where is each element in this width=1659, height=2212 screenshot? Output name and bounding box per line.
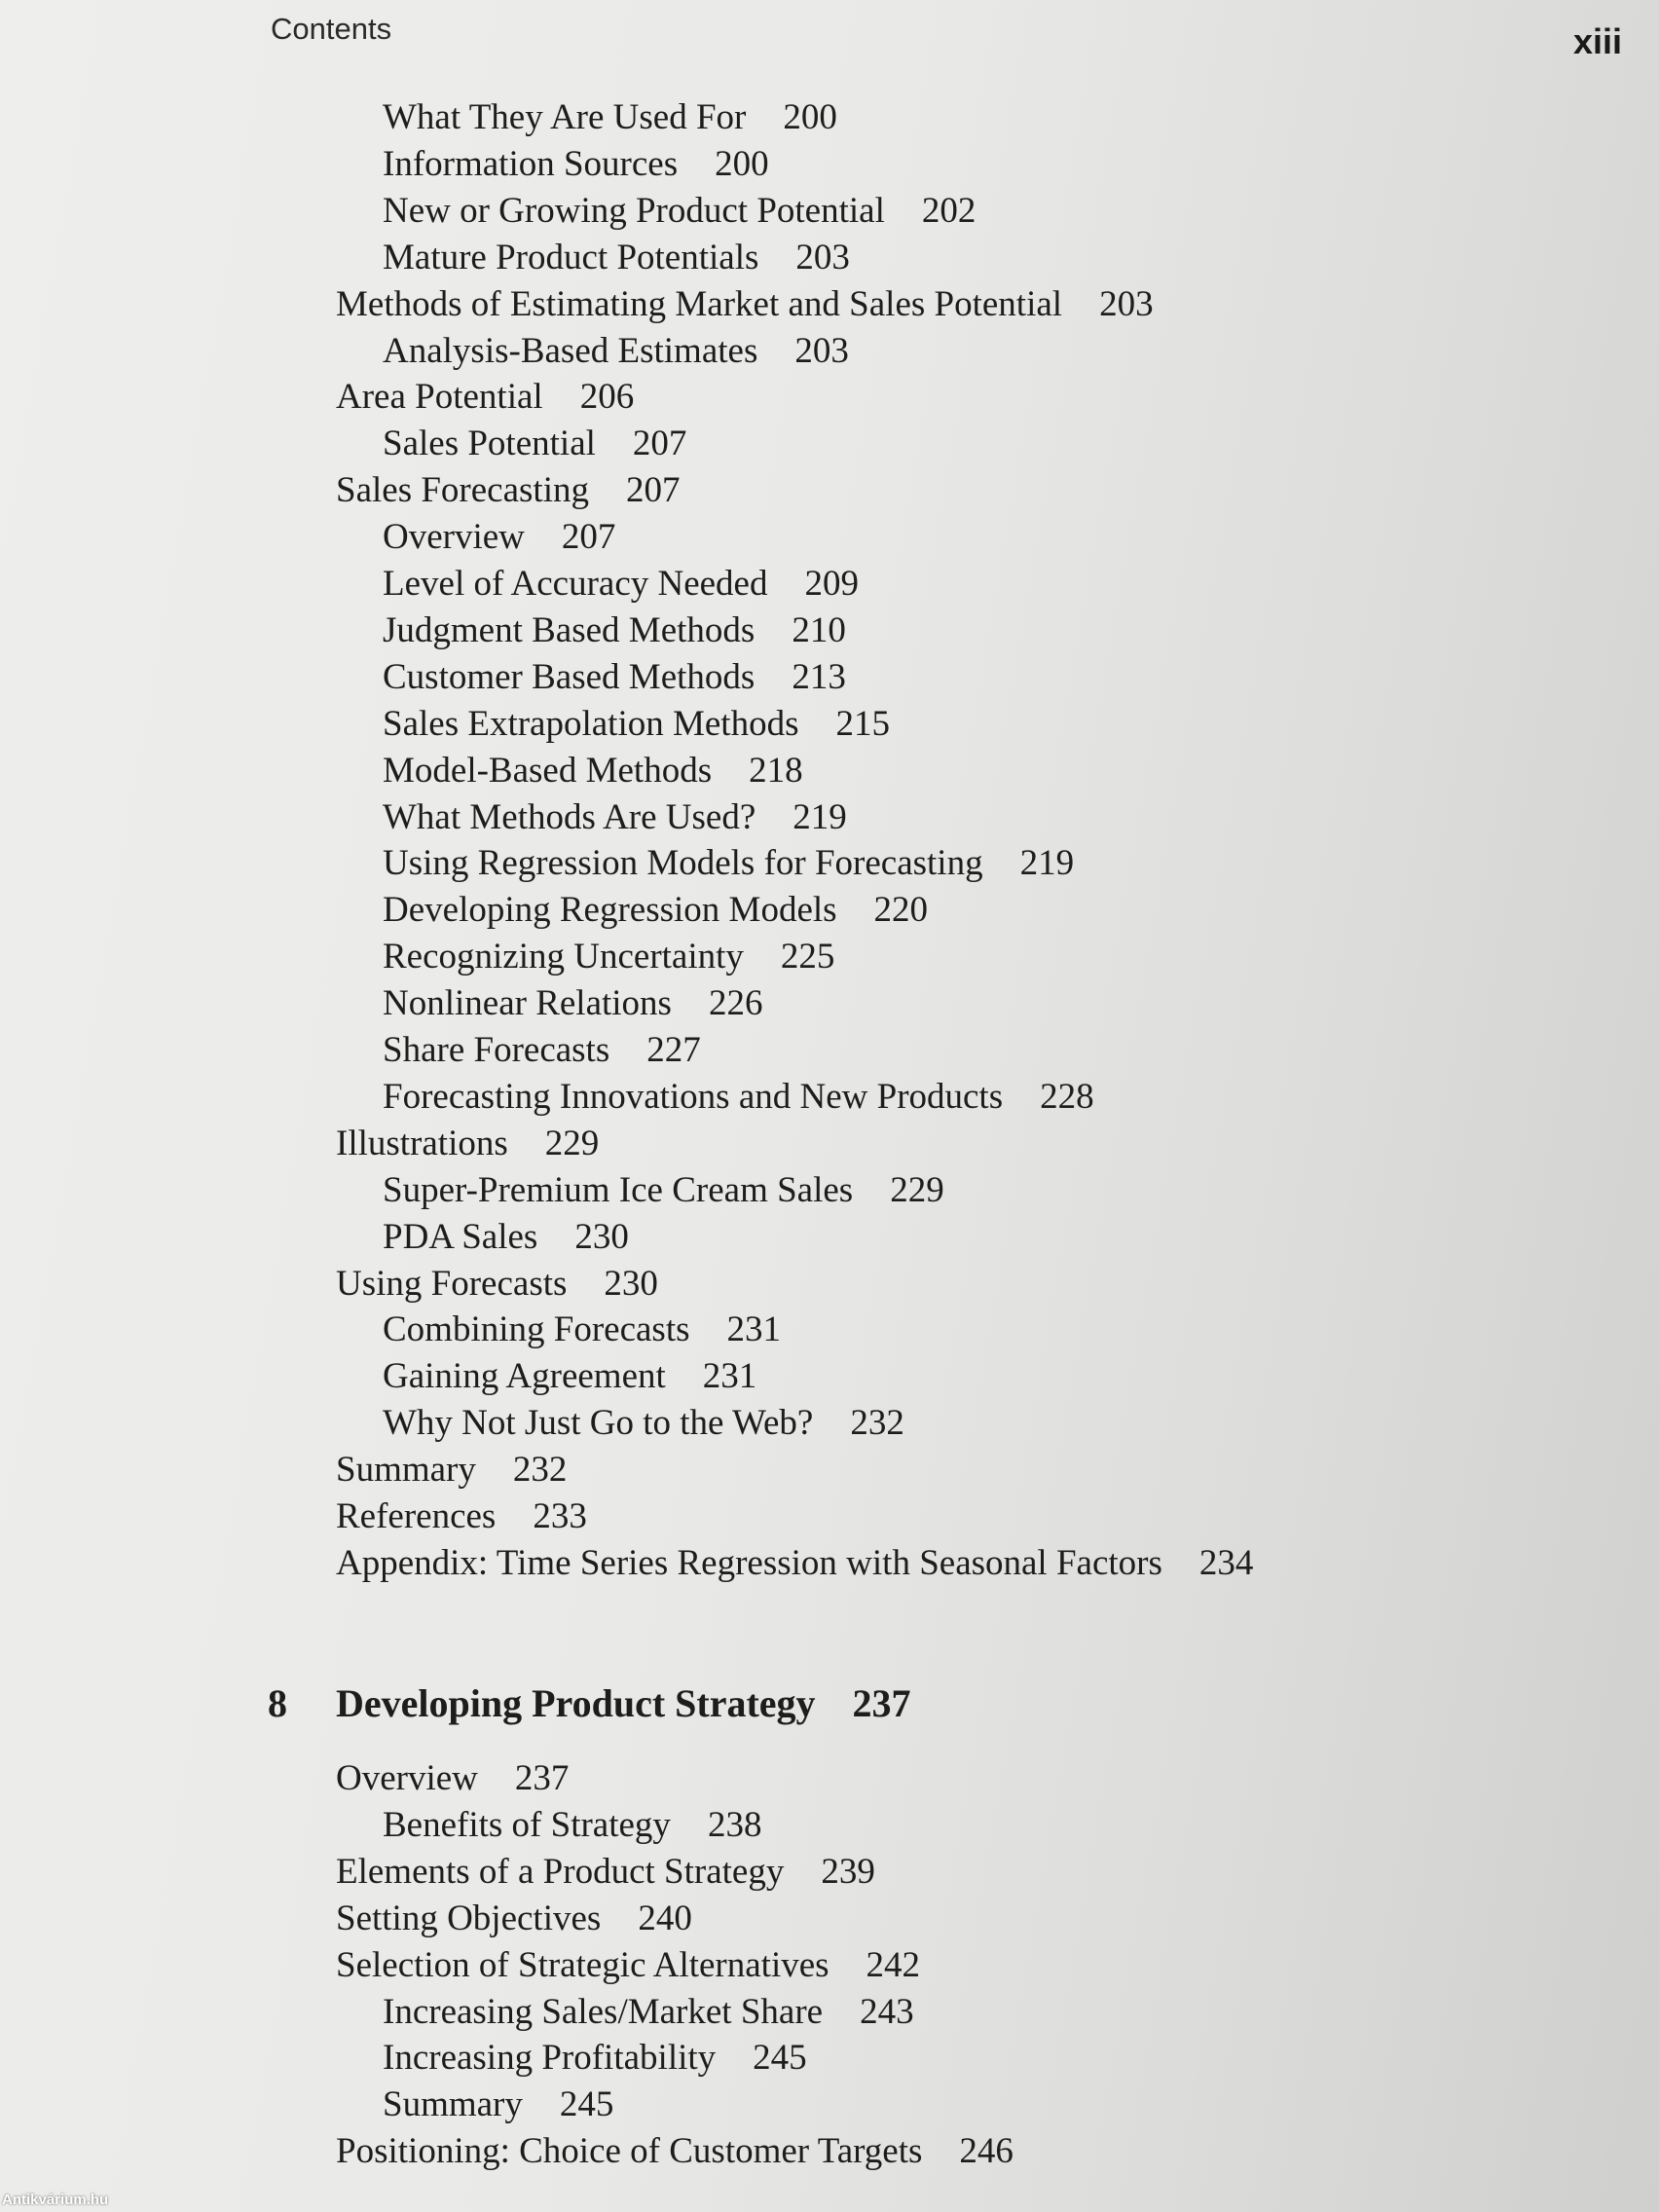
toc-entry-page: 232 (850, 1403, 904, 1444)
toc-entry-page: 245 (559, 2084, 614, 2125)
toc-entry (383, 1169, 944, 1210)
toc-entry-title: Why Not Just Go to the Web? (383, 1403, 814, 1444)
toc-entry (383, 609, 846, 650)
toc-entry-title: Methods of Estimating Market and Sales Potential (336, 283, 1063, 324)
toc-entry (383, 2084, 614, 2125)
toc-entry (336, 470, 681, 511)
toc-entry-page: 227 (646, 1030, 701, 1070)
chapter-page: 237 (852, 1681, 911, 1725)
toc-entry (336, 2131, 1014, 2172)
toc-entry-title: Increasing Profitability (383, 2038, 717, 2079)
toc-entry-page: 209 (804, 564, 859, 604)
toc-entry-page: 213 (792, 656, 846, 697)
toc-entry-title: Sales Potential (383, 424, 596, 464)
toc-entry-title: Sales Extrapolation Methods (383, 703, 799, 744)
toc-entry (383, 517, 616, 558)
toc-entry-title: Summary (383, 2084, 523, 2125)
toc-entry-title: Level of Accuracy Needed (383, 564, 768, 604)
toc-entry (383, 1032, 701, 1068)
toc-entry-page: 200 (783, 97, 837, 137)
toc-entry-title: Information Sources (383, 143, 679, 184)
toc-entry-page: 200 (715, 143, 769, 184)
toc-entry-title: Developing Regression Models (383, 890, 837, 931)
toc-entry (383, 703, 890, 744)
toc-entry (383, 983, 763, 1024)
toc-entry-page: 203 (1099, 283, 1154, 324)
toc-entry-title: Recognizing Uncertainty (383, 937, 744, 977)
toc-entry-title: Customer Based Methods (383, 656, 756, 697)
toc-entry-title: Appendix: Time Series Regression with Seasonal Factors (336, 1542, 1162, 1583)
toc-entry (383, 566, 859, 602)
toc-entry (383, 750, 803, 791)
toc-entry-page: 207 (561, 517, 616, 558)
toc-entry-title: Area Potential (336, 377, 543, 418)
toc-entry-title: New or Growing Product Potential (383, 190, 885, 231)
toc-entry (383, 99, 837, 135)
toc-entry-page: 231 (726, 1309, 782, 1350)
toc-entry-page: 240 (638, 1898, 692, 1938)
toc-entry (336, 1498, 587, 1534)
toc-entry-title: Illustrations (336, 1123, 508, 1163)
toc-entry-page: 231 (702, 1356, 757, 1397)
toc-entry-page: 242 (866, 1944, 921, 1985)
toc-entry-page: 226 (708, 983, 763, 1024)
toc-entry-page: 230 (574, 1216, 629, 1257)
toc-entry-page: 234 (1198, 1542, 1254, 1583)
toc-entry-title: Nonlinear Relations (383, 983, 672, 1024)
toc-entry-page: 246 (959, 2131, 1014, 2172)
toc-entry-page: 229 (544, 1123, 600, 1163)
toc-entry-title: Sales Forecasting (336, 470, 589, 511)
toc-entry-page: 219 (793, 796, 847, 837)
toc-entry (383, 1309, 782, 1350)
toc-entry-title: Analysis-Based Estimates (383, 330, 758, 371)
chapter-number: 8 (268, 1681, 287, 1725)
toc-entry-title: What Methods Are Used? (383, 796, 756, 837)
toc-entry (336, 1542, 1254, 1583)
page-number: xiii (1572, 21, 1622, 61)
toc-entry (336, 1125, 599, 1161)
toc-entry-title: Overview (383, 517, 525, 558)
toc-entry (383, 1804, 762, 1845)
toc-entry-title: Gaining Agreement (383, 1356, 666, 1397)
toc-entry (383, 1991, 914, 2032)
toc-entry-title: PDA Sales (383, 1216, 538, 1257)
toc-entry-page: 229 (890, 1169, 944, 1210)
chapter-heading (268, 1681, 911, 1725)
toc-entry-page: 238 (707, 1804, 762, 1845)
toc-entry-title: What They Are Used For (383, 97, 747, 137)
toc-entry-page: 239 (821, 1851, 875, 1892)
toc-entry (336, 1944, 921, 1985)
toc-entry (383, 1216, 629, 1257)
toc-entry (383, 2038, 807, 2079)
toc-entry (336, 1851, 875, 1892)
toc-entry (336, 1760, 569, 1796)
toc-entry (383, 890, 929, 931)
toc-entry-title: Setting Objectives (336, 1898, 602, 1938)
toc-entry-page: 225 (780, 937, 835, 977)
toc-entry-title: Mature Product Potentials (383, 237, 759, 277)
toc-entry-page: 206 (579, 377, 635, 418)
toc-entry-title: Selection of Strategic Alternatives (336, 1944, 830, 1985)
toc-entry-page: 219 (1019, 843, 1075, 884)
toc-entry-page: 218 (749, 750, 803, 791)
toc-entry (383, 1076, 1094, 1117)
toc-entry-page: 233 (533, 1496, 587, 1536)
toc-entry (383, 190, 977, 231)
toc-entry-title: Benefits of Strategy (383, 1804, 671, 1845)
toc-entry-title: Using Forecasts (336, 1263, 568, 1304)
toc-entry (383, 939, 834, 975)
toc-entry (383, 796, 847, 837)
toc-entry-title: Share Forecasts (383, 1030, 610, 1070)
running-title: Contents (271, 12, 392, 46)
toc-entry (383, 143, 769, 184)
toc-entry-page: 237 (514, 1758, 570, 1798)
toc-entry-title: Summary (336, 1450, 476, 1491)
toc-entry (336, 1263, 658, 1304)
toc-entry (383, 237, 850, 277)
toc-entry-title: Model-Based Methods (383, 750, 713, 791)
toc-entry-page: 202 (921, 190, 977, 231)
chapter-title: Developing Product Strategy (336, 1681, 816, 1725)
toc-entry-page: 245 (753, 2038, 807, 2079)
toc-entry-page: 210 (792, 609, 846, 650)
toc-entry-page: 243 (860, 1991, 914, 2032)
toc-entry-page: 230 (604, 1263, 658, 1304)
toc-entry (383, 656, 846, 697)
toc-entry (336, 1450, 568, 1491)
toc-entry (383, 330, 849, 371)
toc-entry (336, 1900, 692, 1936)
toc-entry-title: Using Regression Models for Forecasting (383, 843, 983, 884)
toc-entry (336, 283, 1154, 324)
toc-entry-page: 215 (835, 703, 890, 744)
toc-entry-title: Judgment Based Methods (383, 609, 756, 650)
toc-entry-page: 203 (794, 330, 849, 371)
toc-entry-page: 207 (632, 424, 687, 464)
toc-entry (383, 424, 687, 464)
toc-entry (383, 843, 1075, 884)
toc-entry-page: 207 (625, 470, 681, 511)
watermark-logo: Antikvárium.hu (2, 2192, 109, 2208)
toc-entry-page: 220 (873, 890, 929, 931)
toc-entry (383, 1403, 904, 1444)
toc-entry-title: Combining Forecasts (383, 1309, 690, 1350)
toc-entry-title: Elements of a Product Strategy (336, 1851, 785, 1892)
toc-entry-title: Positioning: Choice of Customer Targets (336, 2131, 923, 2172)
toc-entry (383, 1356, 757, 1397)
toc-entry-title: Forecasting Innovations and New Products (383, 1076, 1004, 1117)
toc-entry-title: References (336, 1496, 497, 1536)
toc-entry-title: Overview (336, 1758, 478, 1798)
toc-entry-page: 228 (1040, 1076, 1094, 1117)
toc-entry-title: Super-Premium Ice Cream Sales (383, 1169, 854, 1210)
toc-entry-title: Increasing Sales/Market Share (383, 1991, 824, 2032)
toc-entry-page: 203 (795, 237, 850, 277)
toc-entry (336, 377, 635, 418)
toc-entry-page: 232 (512, 1450, 568, 1491)
